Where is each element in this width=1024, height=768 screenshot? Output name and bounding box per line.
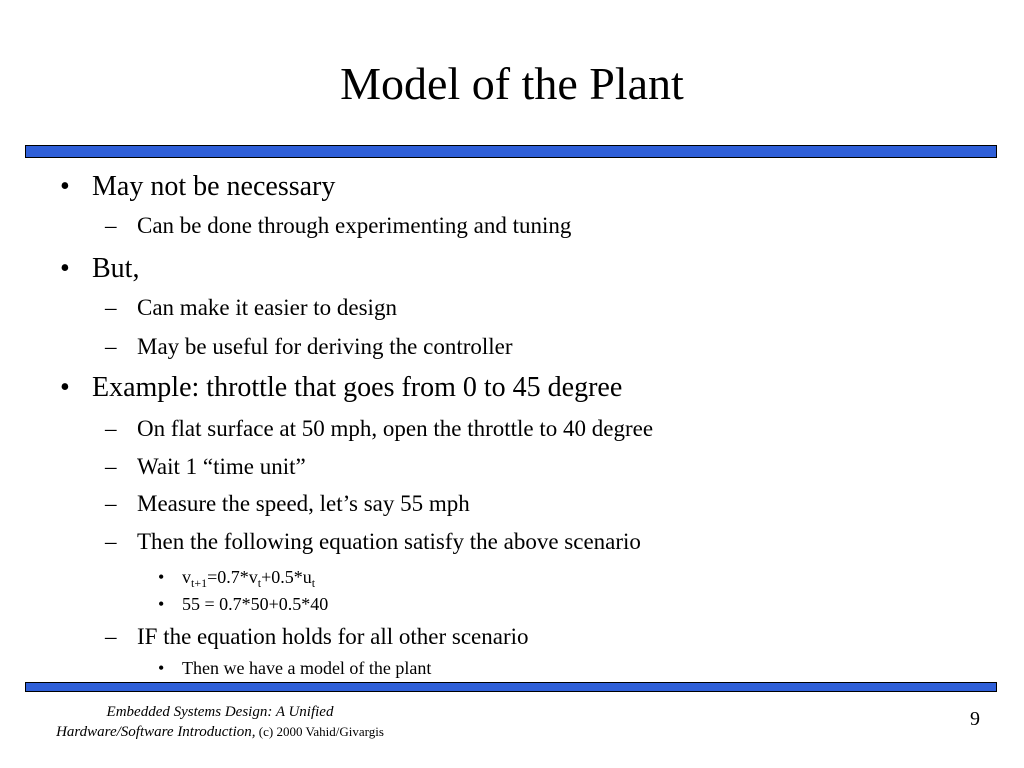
sub-bullet-item: [105, 623, 529, 651]
bullet-text: May not be necessary: [92, 171, 336, 202]
dash-marker: –: [105, 416, 117, 441]
sub-bullet-item: [105, 453, 306, 481]
footer-line-2: Hardware/Software Introduction, (c) 2000 Vahid/Givargis: [56, 724, 384, 740]
sub-bullet-text: Measure the speed, let’s say 55 mph: [137, 491, 470, 516]
sub-bullet-item: [105, 415, 654, 443]
bullet-marker: •: [60, 253, 70, 284]
bottom-divider-bar: [25, 682, 997, 692]
sub-bullet-item: [105, 490, 470, 518]
dash-marker: –: [105, 295, 117, 320]
bullet-marker: •: [158, 658, 165, 678]
sub-bullet-item: [105, 212, 572, 240]
sub-bullet-item: [105, 294, 397, 322]
bullet-text: Example: throttle that goes from 0 to 45 degree: [92, 372, 623, 403]
sub-bullet-text: May be useful for deriving the controller: [137, 334, 513, 359]
sub-sub-bullet-item: [158, 566, 316, 590]
bullet-marker: •: [60, 372, 70, 403]
bullet-item: [60, 171, 336, 203]
sub-bullet-text: Can make it easier to design: [137, 295, 397, 320]
dash-marker: –: [105, 334, 117, 359]
page-number: 9: [970, 708, 980, 730]
footer-citation: [20, 702, 420, 742]
sub-sub-bullet-item: [158, 657, 432, 679]
sub-bullet-text: On flat surface at 50 mph, open the throttle to 40 degree: [137, 416, 654, 441]
slide-title: Model of the Plant: [340, 58, 684, 109]
dash-marker: –: [105, 213, 117, 238]
sub-bullet-text: IF the equation holds for all other scenario: [137, 624, 529, 649]
equation-text: $v_{t+1}=0.7*v_t+0.5*u_t$: [182, 567, 316, 590]
top-divider-bar: [25, 145, 997, 158]
sub-bullet-item: [105, 528, 641, 556]
bullet-item: [60, 372, 623, 404]
sub-bullet-text: Can be done through experimenting and tuning: [137, 213, 572, 238]
sub-sub-bullet-item: [158, 593, 329, 615]
sub-bullet-text: Wait 1 “time unit”: [137, 454, 306, 479]
bullet-item: [60, 253, 140, 285]
bullet-text: But,: [92, 253, 140, 284]
bullet-marker: •: [158, 594, 165, 614]
dash-marker: –: [105, 529, 117, 554]
dash-marker: –: [105, 454, 117, 479]
bullet-marker: •: [60, 171, 70, 202]
sub-bullet-text: Then the following equation satisfy the above scenario: [137, 529, 641, 554]
dash-marker: –: [105, 491, 117, 516]
sub-sub-bullet-text: 55 = 0.7*50+0.5*40: [182, 594, 329, 614]
sub-bullet-item: [105, 333, 513, 361]
footer-line-1: Embedded Systems Design: A Unified: [106, 704, 334, 720]
sub-sub-bullet-text: Then we have a model of the plant: [182, 658, 432, 678]
bullet-marker: •: [158, 567, 165, 587]
dash-marker: –: [105, 624, 117, 649]
